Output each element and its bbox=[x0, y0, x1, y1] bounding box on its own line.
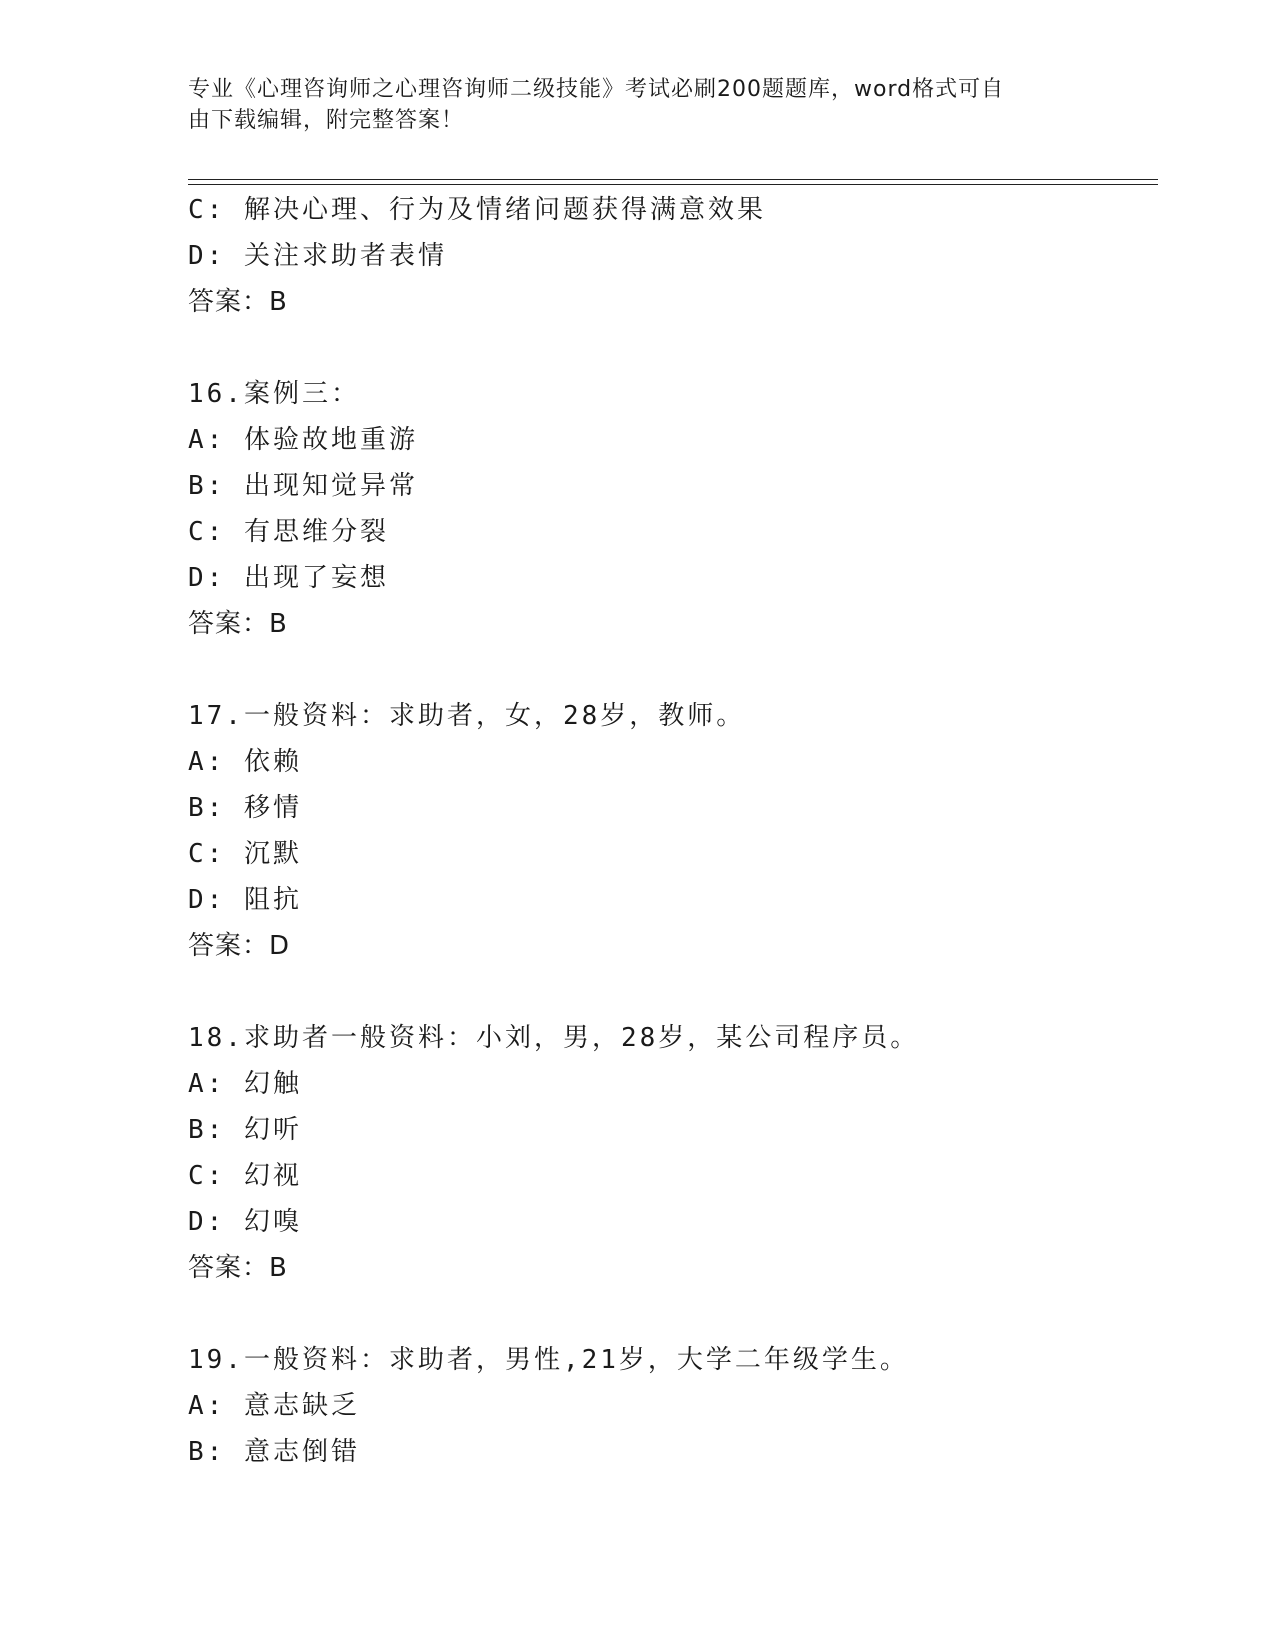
option-d: D: 关注求助者表情 bbox=[188, 241, 447, 271]
question-17 bbox=[188, 693, 1188, 969]
option-c: C: 解决心理、行为及情绪问题获得满意效果 bbox=[188, 195, 766, 225]
answer: 答案：B bbox=[188, 1253, 288, 1283]
header-line-1: 专业《心理咨询师之心理咨询师二级技能》考试必刷200题题库，word格式可自 bbox=[188, 77, 1005, 102]
question-title: 18.求助者一般资料：小刘，男，28岁，某公司程序员。 bbox=[188, 1023, 920, 1053]
question-title: 16.案例三： bbox=[188, 379, 360, 409]
option-c: C: 沉默 bbox=[188, 839, 302, 869]
question-title: 19.一般资料：求助者，男性,21岁，大学二年级学生。 bbox=[188, 1345, 909, 1375]
question-16 bbox=[188, 371, 1188, 647]
question-list bbox=[188, 187, 1188, 1475]
option-b: B: 移情 bbox=[188, 793, 302, 823]
question-spacer bbox=[188, 969, 1188, 1015]
option-d: D: 出现了妄想 bbox=[188, 563, 389, 593]
header-divider-top bbox=[188, 179, 1158, 180]
option-b: B: 幻听 bbox=[188, 1115, 302, 1145]
option-a: A: 幻触 bbox=[188, 1069, 302, 1099]
option-b: B: 出现知觉异常 bbox=[188, 471, 418, 501]
option-d: D: 幻嗅 bbox=[188, 1207, 302, 1237]
option-a: A: 体验故地重游 bbox=[188, 425, 418, 455]
question-title: 17.一般资料：求助者，女，28岁，教师。 bbox=[188, 701, 746, 731]
carryover-question bbox=[188, 187, 1188, 325]
header-divider-bottom bbox=[188, 184, 1158, 185]
question-spacer bbox=[188, 647, 1188, 693]
option-c: C: 幻视 bbox=[188, 1161, 302, 1191]
answer: 答案：B bbox=[188, 609, 288, 639]
answer: 答案：D bbox=[188, 931, 291, 961]
question-spacer bbox=[188, 325, 1188, 371]
question-18 bbox=[188, 1015, 1188, 1291]
header-line-2: 由下载编辑，附完整答案！ bbox=[188, 108, 465, 133]
document-header bbox=[188, 74, 1068, 136]
option-c: C: 有思维分裂 bbox=[188, 517, 389, 547]
answer: 答案：B bbox=[188, 287, 288, 317]
option-a: A: 意志缺乏 bbox=[188, 1391, 360, 1421]
option-d: D: 阻抗 bbox=[188, 885, 302, 915]
question-spacer bbox=[188, 1291, 1188, 1337]
option-a: A: 依赖 bbox=[188, 747, 302, 777]
option-b: B: 意志倒错 bbox=[188, 1437, 360, 1467]
question-19 bbox=[188, 1337, 1188, 1475]
